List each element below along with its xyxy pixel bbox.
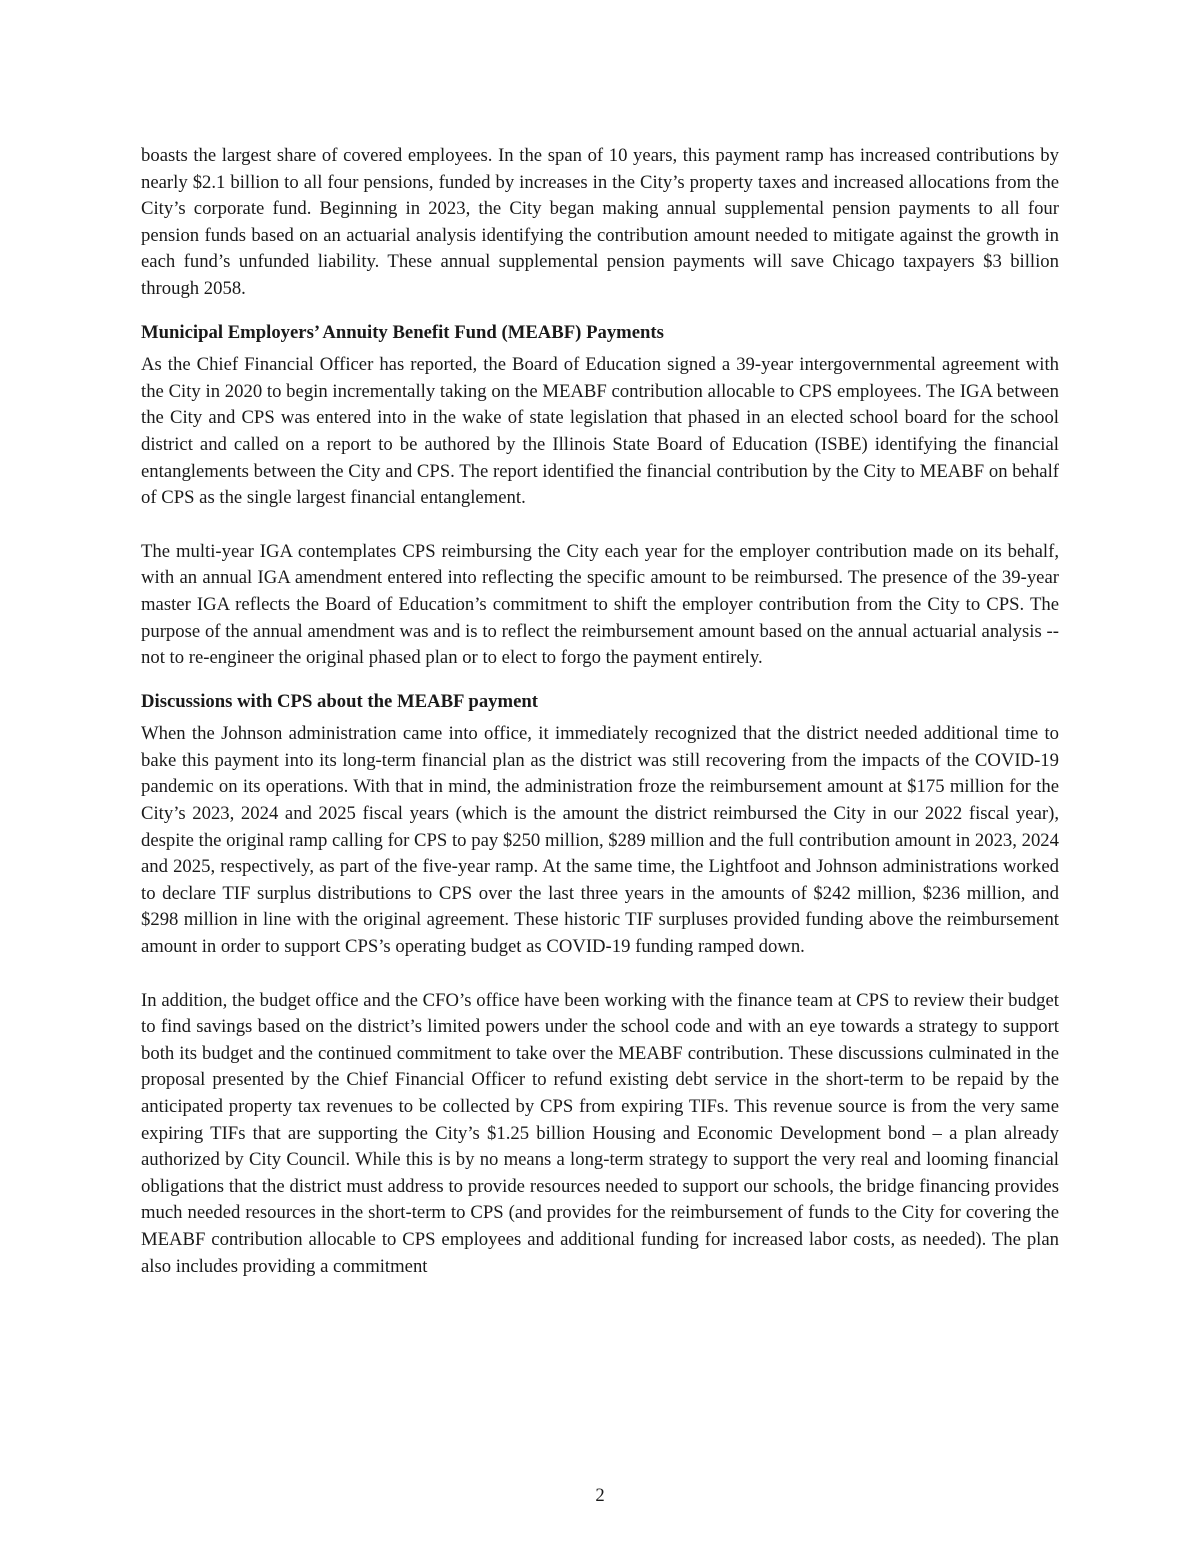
- paragraph-pension-ramp: boasts the largest share of covered employees. In the span of 10 years, this payment ramp has increased contributions by nearly $2.1 billion to all four pensions, funded by increases in the City’s property taxes and increased allocations from the City’s corporate fund. Beginning in 2023, the City began making annual supplemental pension payments to all four pension funds based on an actuarial analysis identifying the contribution amount needed to mitigate against the growth in each fund’s unfunded liability. These annual supplemental pension payments will save Chicago taxpayers $3 billion through 2058.: [141, 145, 1059, 299]
- page-number: 2: [595, 1485, 605, 1506]
- section-heading-cps-discussions: Discussions with CPS about the MEABF payment: [141, 690, 538, 712]
- paragraph-multi-year-iga: The multi-year IGA contemplates CPS reimbursing the City each year for the employer contribution made on its behalf, with an annual IGA amendment entered into reflecting the specific amount to be reimbursed. The presence of the 39-year master IGA reflects the Board of Education’s commitment to shift the employer contribution from the City to CPS. The purpose of the annual amendment was and is to reflect the reimbursement amount based on the annual actuarial analysis -- not to re-engineer the original phased plan or to elect to forgo the payment entirely.: [141, 540, 1059, 669]
- paragraph-johnson-administration: When the Johnson administration came into office, it immediately recognized that the district needed additional time to bake this payment into its long-term financial plan as the district was still recovering from the impacts of the COVID-19 pandemic on its operations. With that in mind, the administration froze the reimbursement amount at $175 million for the City’s 2023, 2024 and 2025 fiscal years (which is the amount the district reimbursed the City in our 2022 fiscal year), despite the original ramp calling for CPS to pay $250 million, $289 million and the full contribution amount in 2023, 2024 and 2025, respectively, as part of the five-year ramp. At the same time, the Lightfoot and Johnson administrations worked to declare TIF surplus distributions to CPS over the last three years in the amounts of $242 million, $236 million, and $298 million in line with the original agreement. These historic TIF surpluses provided funding above the reimbursement amount in order to support CPS’s operating budget as COVID-19 funding ramped down.: [141, 723, 1059, 958]
- document-page: [141, 143, 1059, 1280]
- paragraph-budget-office: In addition, the budget office and the CFO’s office have been working with the finance team at CPS to review their budget to find savings based on the district’s limited powers under the school code and with an eye towards a strategy to support both its budget and the continued commitment to take over the MEABF contribution. These discussions culminated in the proposal presented by the Chief Financial Officer to refund existing debt service in the short-term to be repaid by the anticipated property tax revenues to be collected by CPS from expiring TIFs. This revenue source is from the very same expiring TIFs that are supporting the City’s $1.25 billion Housing and Economic Development bond – a plan already authorized by City Council. While this is by no means a long-term strategy to support the very real and looming financial obligations that the district must address to provide resources needed to support our schools, the bridge financing provides much needed resources in the short-term to CPS (and provides for the reimbursement of funds to the City for covering the MEABF contribution allocable to CPS employees and additional funding for increased labor costs, as needed). The plan also includes providing a commitment: [141, 989, 1059, 1277]
- section-heading-meabf-payments: Municipal Employers’ Annuity Benefit Fund (MEABF) Payments: [141, 321, 664, 343]
- paragraph-meabf-iga: As the Chief Financial Officer has reported, the Board of Education signed a 39-year intergovernmental agreement with the City in 2020 to begin incrementally taking on the MEABF contribution allocable to CPS employees. The IGA between the City and CPS was entered into in the wake of state legislation that phased in an elected school board for the school district and called on a report to be authored by the Illinois State Board of Education (ISBE) identifying the financial entanglements between the City and CPS. The report identified the financial contribution by the City to MEABF on behalf of CPS as the single largest financial entanglement.: [141, 354, 1059, 509]
